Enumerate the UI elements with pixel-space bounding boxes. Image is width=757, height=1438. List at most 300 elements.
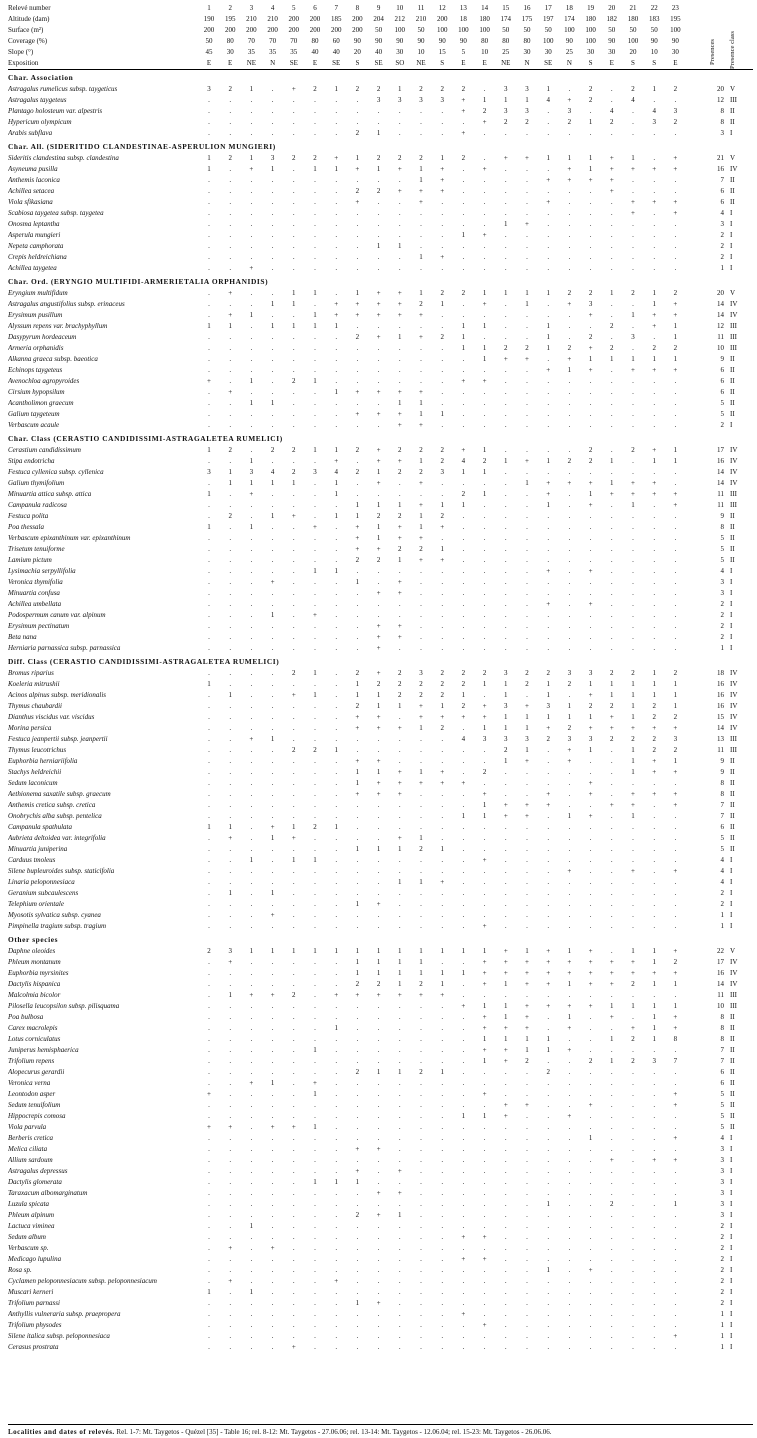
abundance-cell: . bbox=[653, 867, 656, 875]
abundance-cell: . bbox=[441, 856, 444, 864]
abundance-cell: 2 bbox=[567, 457, 572, 465]
abundance-cell: 1 bbox=[334, 947, 338, 955]
abundance-cell: + bbox=[249, 165, 254, 173]
abundance-cell: + bbox=[673, 969, 678, 977]
presence-class: III bbox=[730, 1002, 737, 1010]
abundance-cell: . bbox=[314, 355, 316, 363]
species-name: Anthyllis vulneraria subsp. praepropera bbox=[8, 1310, 121, 1318]
abundance-cell: . bbox=[462, 209, 465, 217]
abundance-cell: . bbox=[610, 523, 613, 531]
abundance-cell: . bbox=[441, 534, 444, 542]
presence-count: 1 bbox=[720, 264, 724, 272]
abundance-cell: + bbox=[376, 790, 381, 798]
abundance-cell: . bbox=[462, 991, 465, 999]
abundance-cell: . bbox=[398, 1156, 401, 1164]
abundance-cell: . bbox=[483, 1068, 486, 1076]
abundance-cell: . bbox=[292, 264, 295, 272]
presence-count: 12 bbox=[717, 322, 724, 330]
abundance-cell: + bbox=[440, 878, 445, 886]
abundance-cell: + bbox=[397, 311, 402, 319]
header-cell: NE bbox=[416, 59, 426, 67]
abundance-cell: . bbox=[314, 556, 316, 564]
species-name: Minuartia juniperina bbox=[8, 845, 68, 853]
abundance-cell: . bbox=[610, 1046, 613, 1054]
abundance-cell: 1 bbox=[440, 545, 444, 553]
abundance-cell: . bbox=[610, 1332, 613, 1340]
presence-count: 5 bbox=[720, 1090, 724, 1098]
abundance-cell: . bbox=[271, 231, 274, 239]
abundance-cell: . bbox=[208, 889, 210, 897]
abundance-cell: . bbox=[610, 209, 613, 217]
abundance-cell: . bbox=[568, 1189, 571, 1197]
abundance-cell: . bbox=[462, 253, 465, 261]
species-name: Pilosella leucopsilon subsp. pilisquama bbox=[8, 1002, 120, 1010]
abundance-cell: . bbox=[504, 622, 507, 630]
abundance-cell: . bbox=[462, 1321, 465, 1329]
abundance-cell: . bbox=[398, 1343, 401, 1351]
abundance-cell: . bbox=[271, 790, 274, 798]
species-name: Crepis heldreichiana bbox=[8, 253, 67, 261]
abundance-cell: . bbox=[208, 1310, 210, 1318]
abundance-cell: 3 bbox=[525, 85, 529, 93]
abundance-cell: + bbox=[419, 534, 423, 542]
abundance-cell: . bbox=[208, 834, 210, 842]
abundance-cell: . bbox=[653, 410, 656, 418]
abundance-cell: 1 bbox=[313, 1178, 317, 1186]
abundance-cell: . bbox=[674, 1222, 677, 1230]
abundance-cell: . bbox=[335, 1321, 338, 1329]
abundance-cell: . bbox=[292, 311, 295, 319]
abundance-cell: 1 bbox=[355, 768, 360, 776]
abundance-cell: . bbox=[314, 1299, 316, 1307]
abundance-cell: . bbox=[229, 534, 232, 542]
abundance-cell: . bbox=[398, 129, 401, 137]
abundance-cell: . bbox=[314, 1002, 316, 1010]
abundance-cell: + bbox=[567, 867, 572, 875]
abundance-cell: . bbox=[547, 856, 550, 864]
species-row bbox=[8, 1287, 753, 1298]
abundance-cell: + bbox=[673, 724, 678, 732]
abundance-cell: . bbox=[314, 900, 316, 908]
presence-class: I bbox=[730, 220, 733, 228]
abundance-cell: . bbox=[504, 1123, 507, 1131]
abundance-cell: 1 bbox=[631, 713, 635, 721]
abundance-cell: . bbox=[483, 154, 486, 162]
abundance-cell: . bbox=[271, 768, 274, 776]
abundance-cell: + bbox=[609, 1156, 614, 1164]
abundance-cell: . bbox=[314, 1068, 316, 1076]
abundance-cell: . bbox=[314, 878, 316, 886]
abundance-cell: . bbox=[250, 129, 253, 137]
abundance-cell: + bbox=[440, 991, 445, 999]
header-cell: 90 bbox=[353, 37, 361, 45]
abundance-cell: + bbox=[228, 311, 233, 319]
abundance-cell: . bbox=[589, 545, 592, 553]
abundance-cell: . bbox=[547, 1079, 550, 1087]
abundance-cell: . bbox=[271, 1189, 274, 1197]
abundance-cell: . bbox=[610, 1024, 613, 1032]
presence-count: 8 bbox=[720, 779, 724, 787]
abundance-cell: . bbox=[632, 399, 634, 407]
abundance-cell: . bbox=[441, 242, 444, 250]
presence-count: 3 bbox=[720, 1178, 724, 1186]
abundance-cell: . bbox=[250, 867, 253, 875]
abundance-cell: . bbox=[653, 1079, 656, 1087]
abundance-cell: 1 bbox=[567, 154, 572, 162]
abundance-cell: . bbox=[483, 823, 486, 831]
abundance-cell: . bbox=[632, 377, 634, 385]
abundance-cell: 8 bbox=[673, 1035, 678, 1043]
abundance-cell: + bbox=[588, 691, 593, 699]
abundance-cell: . bbox=[462, 1200, 465, 1208]
abundance-cell: 1 bbox=[482, 289, 487, 297]
abundance-cell: + bbox=[228, 1244, 233, 1252]
abundance-cell: . bbox=[208, 311, 210, 319]
species-row bbox=[8, 789, 753, 800]
abundance-cell: 2 bbox=[440, 691, 444, 699]
abundance-cell: . bbox=[314, 644, 316, 652]
abundance-cell: 1 bbox=[504, 680, 508, 688]
abundance-cell: . bbox=[462, 1068, 465, 1076]
abundance-cell: . bbox=[420, 1112, 422, 1120]
abundance-cell: . bbox=[250, 922, 253, 930]
abundance-cell: . bbox=[589, 801, 592, 809]
abundance-cell: 2 bbox=[567, 724, 572, 732]
presence-class: I bbox=[730, 1255, 733, 1263]
abundance-cell: . bbox=[292, 958, 295, 966]
presence-count: 16 bbox=[717, 702, 724, 710]
abundance-cell: . bbox=[250, 220, 253, 228]
abundance-cell: . bbox=[271, 1134, 274, 1142]
abundance-cell: . bbox=[356, 1002, 359, 1010]
abundance-cell: . bbox=[441, 264, 444, 272]
abundance-cell: . bbox=[314, 545, 316, 553]
presence-class: II bbox=[730, 1035, 735, 1043]
abundance-cell: + bbox=[228, 289, 233, 297]
abundance-cell: . bbox=[589, 242, 592, 250]
abundance-cell: . bbox=[250, 446, 253, 454]
abundance-cell: . bbox=[271, 980, 274, 988]
species-row bbox=[8, 1331, 753, 1342]
abundance-cell: . bbox=[462, 980, 465, 988]
section-title bbox=[8, 70, 753, 84]
abundance-cell: . bbox=[208, 691, 210, 699]
abundance-cell: 1 bbox=[440, 969, 444, 977]
abundance-cell: . bbox=[632, 1167, 634, 1175]
abundance-cell: 1 bbox=[376, 165, 381, 173]
abundance-cell: . bbox=[462, 578, 465, 586]
species-row bbox=[8, 1067, 753, 1078]
abundance-cell: . bbox=[483, 220, 486, 228]
abundance-cell: . bbox=[250, 242, 253, 250]
abundance-cell: . bbox=[653, 1123, 656, 1131]
abundance-cell: . bbox=[377, 1112, 380, 1120]
presence-class: IV bbox=[730, 165, 738, 173]
abundance-cell: . bbox=[526, 911, 528, 919]
abundance-cell: . bbox=[229, 856, 232, 864]
abundance-cell: . bbox=[335, 242, 338, 250]
presence-class: I bbox=[730, 1277, 733, 1285]
abundance-cell: . bbox=[441, 1101, 444, 1109]
header-cell: 90 bbox=[417, 37, 425, 45]
abundance-cell: . bbox=[398, 1123, 401, 1131]
abundance-cell: . bbox=[335, 1299, 338, 1307]
abundance-cell: . bbox=[504, 611, 507, 619]
abundance-cell: + bbox=[525, 457, 529, 465]
abundance-cell: . bbox=[292, 165, 295, 173]
abundance-cell: . bbox=[568, 1167, 571, 1175]
abundance-cell: 1 bbox=[610, 289, 614, 297]
abundance-cell: . bbox=[441, 1222, 444, 1230]
header-cell: 100 bbox=[394, 26, 406, 34]
abundance-cell: . bbox=[674, 1123, 677, 1131]
abundance-cell: . bbox=[292, 399, 295, 407]
header-cell: 200 bbox=[288, 15, 300, 23]
abundance-cell: . bbox=[271, 490, 274, 498]
abundance-cell: 1 bbox=[461, 231, 466, 239]
species-row bbox=[8, 621, 753, 632]
abundance-cell: . bbox=[250, 680, 253, 688]
abundance-cell: . bbox=[292, 1321, 295, 1329]
abundance-cell: . bbox=[674, 512, 677, 520]
abundance-cell: 3 bbox=[567, 669, 572, 677]
abundance-cell: 1 bbox=[652, 1035, 656, 1043]
abundance-cell: . bbox=[462, 911, 465, 919]
abundance-cell: + bbox=[376, 479, 381, 487]
abundance-cell: . bbox=[398, 1024, 401, 1032]
abundance-cell: . bbox=[589, 231, 592, 239]
abundance-cell: . bbox=[504, 911, 507, 919]
abundance-cell: . bbox=[653, 1299, 656, 1307]
abundance-cell: + bbox=[525, 154, 529, 162]
abundance-cell: . bbox=[462, 622, 465, 630]
abundance-cell: . bbox=[335, 366, 338, 374]
abundance-cell: . bbox=[271, 567, 274, 575]
abundance-cell: . bbox=[314, 889, 316, 897]
abundance-cell: + bbox=[355, 713, 360, 721]
abundance-cell: . bbox=[526, 1123, 528, 1131]
abundance-cell: . bbox=[314, 980, 316, 988]
abundance-cell: . bbox=[229, 1002, 232, 1010]
abundance-cell: . bbox=[462, 900, 465, 908]
abundance-cell: . bbox=[547, 867, 550, 875]
abundance-cell: . bbox=[335, 1156, 338, 1164]
abundance-cell: . bbox=[420, 812, 422, 820]
abundance-cell: . bbox=[526, 633, 528, 641]
abundance-cell: 1 bbox=[482, 1002, 487, 1010]
abundance-cell: . bbox=[356, 922, 359, 930]
abundance-cell: 3 bbox=[419, 669, 423, 677]
abundance-cell: . bbox=[568, 845, 571, 853]
abundance-cell: 2 bbox=[461, 490, 466, 498]
abundance-cell: 1 bbox=[270, 479, 275, 487]
abundance-cell: . bbox=[229, 1321, 232, 1329]
species-name: Juniperus hemisphaerica bbox=[8, 1046, 79, 1054]
species-row bbox=[8, 877, 753, 888]
abundance-cell: . bbox=[568, 231, 571, 239]
abundance-cell: 1 bbox=[419, 958, 423, 966]
abundance-cell: + bbox=[482, 300, 487, 308]
header-cell: 50 bbox=[502, 26, 510, 34]
abundance-cell: . bbox=[229, 501, 232, 509]
abundance-cell: . bbox=[208, 399, 210, 407]
abundance-cell: . bbox=[462, 388, 465, 396]
species-name: Anthemis cretica subsp. cretica bbox=[8, 801, 96, 809]
abundance-cell: 4 bbox=[270, 468, 275, 476]
abundance-cell: + bbox=[546, 479, 551, 487]
abundance-cell: . bbox=[462, 176, 465, 184]
abundance-cell: . bbox=[208, 900, 210, 908]
abundance-cell: 3 bbox=[525, 735, 529, 743]
abundance-cell: . bbox=[229, 355, 232, 363]
abundance-cell: + bbox=[482, 165, 487, 173]
species-row bbox=[8, 1298, 753, 1309]
abundance-cell: . bbox=[653, 377, 656, 385]
species-row bbox=[8, 767, 753, 778]
abundance-cell: . bbox=[526, 209, 528, 217]
abundance-cell: . bbox=[356, 209, 359, 217]
presence-class: II bbox=[730, 779, 735, 787]
header-cell: 9 bbox=[376, 4, 381, 12]
abundance-cell: 2 bbox=[419, 680, 423, 688]
species-name: Alkanna graeca subsp. baeotica bbox=[8, 355, 98, 363]
abundance-cell: . bbox=[568, 377, 571, 385]
abundance-cell: . bbox=[335, 118, 338, 126]
abundance-cell: + bbox=[652, 757, 657, 765]
abundance-cell: . bbox=[250, 1178, 253, 1186]
presence-count: 3 bbox=[720, 1200, 724, 1208]
abundance-cell: . bbox=[271, 746, 274, 754]
abundance-cell: 1 bbox=[270, 399, 275, 407]
abundance-cell: . bbox=[356, 344, 359, 352]
abundance-cell: . bbox=[356, 1057, 359, 1065]
species-name: Stipa endotricha bbox=[8, 457, 55, 465]
abundance-cell: 1 bbox=[355, 969, 360, 977]
abundance-cell: . bbox=[632, 242, 634, 250]
abundance-cell: . bbox=[483, 779, 486, 787]
abundance-cell: . bbox=[674, 129, 677, 137]
presence-class: I bbox=[730, 1156, 733, 1164]
header-cell: 23 bbox=[671, 4, 679, 12]
abundance-cell: . bbox=[208, 118, 210, 126]
abundance-cell: . bbox=[356, 1090, 359, 1098]
abundance-cell: . bbox=[610, 922, 613, 930]
abundance-cell: . bbox=[504, 253, 507, 261]
abundance-cell: + bbox=[376, 1299, 381, 1307]
abundance-cell: . bbox=[483, 1244, 486, 1252]
abundance-cell: . bbox=[292, 1233, 295, 1241]
abundance-cell: + bbox=[546, 600, 551, 608]
abundance-cell: . bbox=[356, 118, 359, 126]
abundance-cell: . bbox=[441, 198, 444, 206]
abundance-cell: + bbox=[376, 300, 381, 308]
abundance-cell: . bbox=[441, 377, 444, 385]
abundance-cell: + bbox=[588, 366, 593, 374]
abundance-cell: . bbox=[356, 264, 359, 272]
header-cell: 18 bbox=[459, 15, 467, 23]
abundance-cell: 2 bbox=[610, 344, 614, 352]
abundance-cell: + bbox=[567, 958, 572, 966]
abundance-cell: 3 bbox=[270, 154, 275, 162]
abundance-cell: 1 bbox=[525, 1046, 529, 1054]
abundance-cell: . bbox=[229, 300, 232, 308]
abundance-cell: . bbox=[271, 633, 274, 641]
abundance-cell: . bbox=[398, 1002, 401, 1010]
abundance-cell: . bbox=[568, 1244, 571, 1252]
header-cell: 25 bbox=[502, 48, 510, 56]
abundance-cell: . bbox=[653, 1255, 656, 1263]
abundance-cell: 1 bbox=[228, 991, 232, 999]
abundance-cell: 2 bbox=[461, 289, 466, 297]
abundance-cell: 2 bbox=[482, 768, 487, 776]
species-name: Astragalus rumelicus subsp. taygeticus bbox=[8, 85, 118, 93]
abundance-cell: 1 bbox=[652, 1013, 656, 1021]
abundance-cell: . bbox=[335, 209, 338, 217]
species-row bbox=[8, 343, 753, 354]
presence-count: 6 bbox=[720, 187, 724, 195]
abundance-cell: . bbox=[483, 691, 486, 699]
abundance-cell: . bbox=[483, 1266, 486, 1274]
abundance-cell: . bbox=[526, 534, 528, 542]
abundance-cell: + bbox=[525, 355, 529, 363]
abundance-cell: . bbox=[441, 1332, 444, 1340]
abundance-cell: . bbox=[610, 556, 613, 564]
abundance-cell: + bbox=[525, 1013, 529, 1021]
abundance-cell: . bbox=[271, 1013, 274, 1021]
abundance-cell: . bbox=[653, 545, 656, 553]
abundance-cell: . bbox=[483, 501, 486, 509]
abundance-cell: . bbox=[229, 399, 232, 407]
abundance-cell: + bbox=[588, 344, 593, 352]
abundance-cell: . bbox=[547, 377, 550, 385]
header-cell: E bbox=[206, 59, 212, 67]
abundance-cell: 1 bbox=[652, 457, 656, 465]
abundance-cell: . bbox=[377, 611, 380, 619]
abundance-cell: . bbox=[314, 1167, 316, 1175]
abundance-cell: . bbox=[674, 834, 677, 842]
species-row bbox=[8, 398, 753, 409]
abundance-cell: 2 bbox=[588, 702, 593, 710]
abundance-cell: + bbox=[609, 490, 614, 498]
abundance-cell: + bbox=[503, 1057, 508, 1065]
abundance-cell: . bbox=[674, 1068, 677, 1076]
abundance-cell: . bbox=[653, 1134, 656, 1142]
header-cell: 80 bbox=[523, 37, 531, 45]
abundance-cell: . bbox=[589, 900, 592, 908]
abundance-cell: . bbox=[504, 644, 507, 652]
abundance-cell: . bbox=[420, 1233, 422, 1241]
abundance-cell: . bbox=[547, 187, 550, 195]
abundance-cell: . bbox=[314, 366, 316, 374]
abundance-cell: 1 bbox=[631, 501, 635, 509]
abundance-cell: . bbox=[377, 1013, 380, 1021]
abundance-cell: . bbox=[377, 1024, 380, 1032]
abundance-cell: . bbox=[271, 501, 274, 509]
abundance-cell: 1 bbox=[440, 300, 444, 308]
abundance-cell: + bbox=[631, 724, 635, 732]
abundance-cell: 1 bbox=[673, 1200, 678, 1208]
abundance-cell: . bbox=[674, 1167, 677, 1175]
header-cell: 200 bbox=[330, 26, 342, 34]
abundance-cell: . bbox=[335, 198, 338, 206]
header-cell: 12 bbox=[438, 4, 446, 12]
abundance-cell: . bbox=[271, 1233, 274, 1241]
abundance-cell: . bbox=[398, 600, 401, 608]
abundance-cell: . bbox=[250, 567, 253, 575]
abundance-cell: . bbox=[589, 1222, 592, 1230]
abundance-cell: . bbox=[335, 1310, 338, 1318]
abundance-cell: . bbox=[610, 1178, 613, 1186]
